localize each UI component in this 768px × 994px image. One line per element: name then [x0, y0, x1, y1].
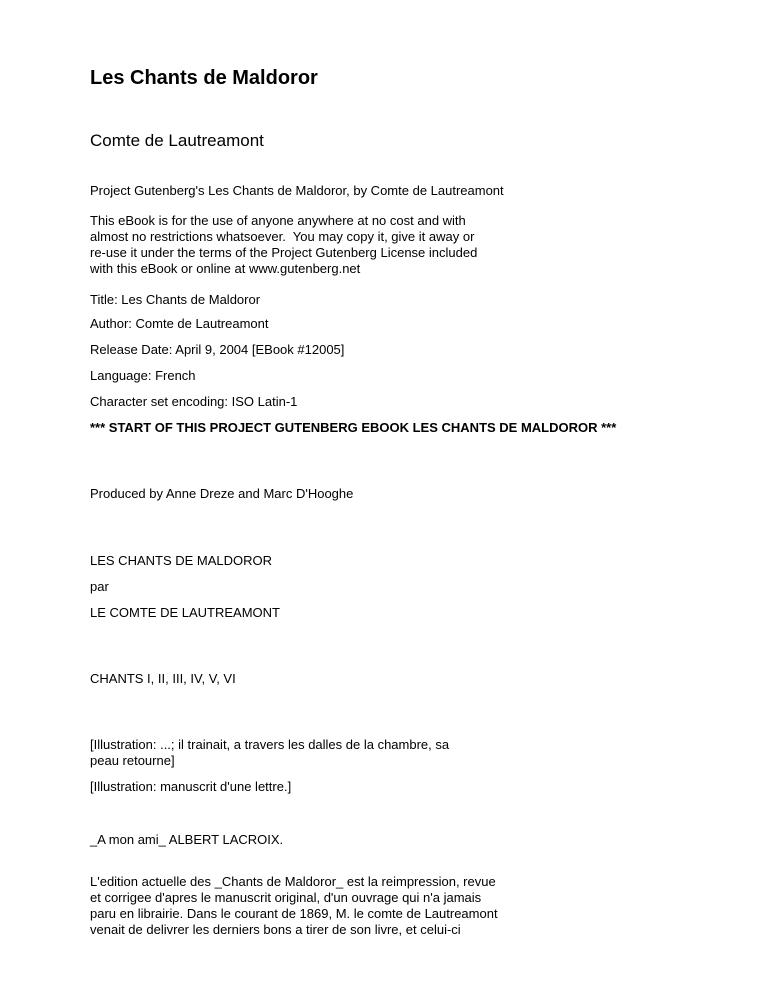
license-line: re-use it under the terms of the Project Gutenberg License included	[90, 245, 478, 260]
illustration-caption-1	[90, 737, 449, 769]
edition-line: et corrigee d'apres le manuscrit original, d'un ouvrage qui n'a jamais	[90, 890, 482, 905]
meta-release-date: Release Date: April 9, 2004 [EBook #12005]	[90, 342, 345, 357]
book-author: LE COMTE DE LAUTREAMONT	[90, 605, 280, 620]
meta-author: Author: Comte de Lautreamont	[90, 316, 269, 331]
license-line: with this eBook or online at www.gutenberg.net	[90, 261, 361, 276]
license-paragraph	[90, 213, 477, 277]
page-title: Les Chants de Maldoror	[90, 67, 318, 89]
license-line: This eBook is for the use of anyone anywhere at no cost and with	[90, 213, 466, 228]
intro-line: Project Gutenberg's Les Chants de Maldoror, by Comte de Lautreamont	[90, 183, 504, 198]
meta-encoding: Character set encoding: ISO Latin-1	[90, 394, 298, 409]
author-heading: Comte de Lautreamont	[90, 131, 264, 150]
par-text: par	[90, 579, 109, 594]
produced-by: Produced by Anne Dreze and Marc D'Hooghe	[90, 486, 354, 501]
chants-line: CHANTS I, II, III, IV, V, VI	[90, 671, 236, 686]
illustration-line: peau retourne]	[90, 753, 175, 768]
book-title: LES CHANTS DE MALDOROR	[90, 553, 273, 568]
dedication: _A mon ami_ ALBERT LACROIX.	[90, 832, 284, 847]
illustration-caption-2: [Illustration: manuscrit d'une lettre.]	[90, 779, 292, 794]
edition-line: L'edition actuelle des _Chants de Maldoror_ est la reimpression, revue	[90, 874, 496, 889]
illustration-line: [Illustration: ...; il trainait, a travers les dalles de la chambre, sa	[90, 737, 450, 752]
license-line: almost no restrictions whatsoever. You may copy it, give it away or	[90, 229, 475, 244]
edition-paragraph	[90, 874, 498, 938]
edition-line: paru en librairie. Dans le courant de 1869, M. le comte de Lautreamont	[90, 906, 498, 921]
start-marker: *** START OF THIS PROJECT GUTENBERG EBOOK LES CHANTS DE MALDOROR ***	[90, 420, 617, 435]
edition-line: venait de delivrer les derniers bons a tirer de son livre, et celui-ci	[90, 922, 461, 937]
meta-title: Title: Les Chants de Maldoror	[90, 292, 261, 307]
meta-language: Language: French	[90, 368, 196, 383]
